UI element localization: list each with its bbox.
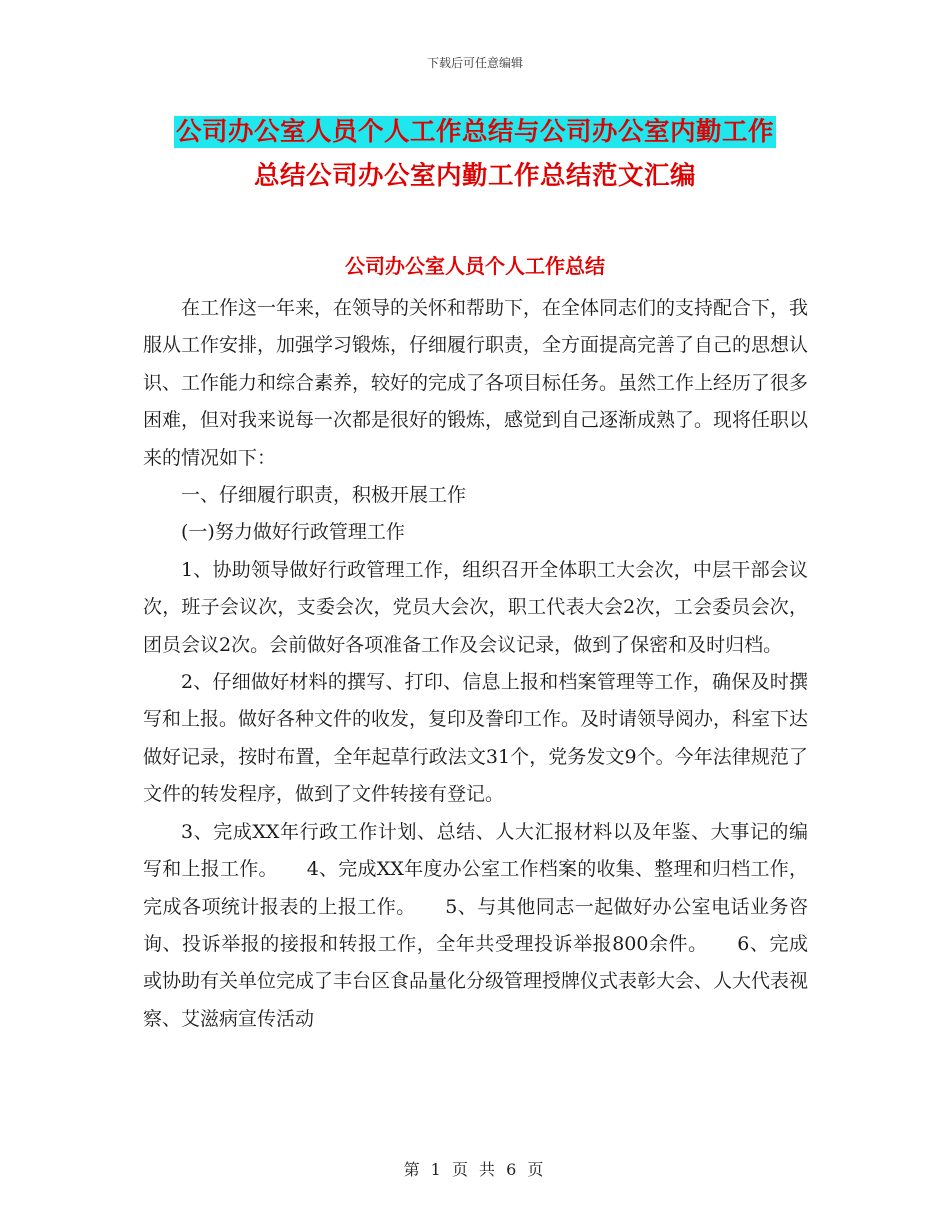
document-body <box>143 290 808 1038</box>
header-note: 下载后可任意编辑 <box>426 56 523 70</box>
title-line-1: 公司办公室人员个人工作总结与公司办公室内勤工作 <box>175 117 774 147</box>
paragraph-item-3: 3、完成XX年行政工作计划、总结、人大汇报材料以及年鉴、大事记的编写和上报工作。 4、完成XX年度办公室工作档案的收集、整理和归档工作，完成各项统计报表的上报工作。 5、与其他同志一起做好办公室电话业务咨询、投诉举报的接报和转报工作，全年共受理投诉举报800余件。 6、完成或协助有关单位完成了丰台区食品量化分级管理授牌仪式表彰大会、人大代表视察、艾滋病宣传活动 <box>143 820 809 1030</box>
heading-level-1: 一、仔细履行职责，积极开展工作 <box>181 484 467 507</box>
paragraph-item-2: 2、仔细做好材料的撰写、打印、信息上报和档案管理等工作，确保及时撰写和上报。做好各种文件的收发，复印及誊印工作。及时请领导阅办，科室下达做好记录，按时布置，全年起草行政法文31个，党务发文9个。今年法律规范了文件的转发程序，做到了文件转接有登记。 <box>143 671 809 806</box>
paragraph-item-1: 1、协助领导做好行政管理工作，组织召开全体职工大会次，中层干部会议次，班子会议次，支委会次，党员大会次，职工代表大会2次，工会委员会次，团员会议2次。会前做好各项准备工作及会议记录，做到了保密和及时归档。 <box>143 558 808 656</box>
title-line-2: 总结公司办公室内勤工作总结范文汇编 <box>253 161 696 191</box>
heading-level-2: (一)努力做好行政管理工作 <box>181 521 405 544</box>
document-title <box>140 110 810 198</box>
paragraph-intro: 在工作这一年来，在领导的关怀和帮助下，在全体同志们的支持配合下，我服从工作安排，加强学习锻炼，仔细履行职责，全方面提高完善了自己的思想认识、工作能力和综合素养，较好的完成了各项目标任务。虽然工作上经历了很多困难，但对我来说每一次都是很好的锻炼，感觉到自己逐渐成熟了。现将任职以来的情况如下： <box>143 297 809 469</box>
section-title: 公司办公室人员个人工作总结 <box>345 254 605 278</box>
page-footer: 第 1 页 共 6 页 <box>403 1160 547 1179</box>
